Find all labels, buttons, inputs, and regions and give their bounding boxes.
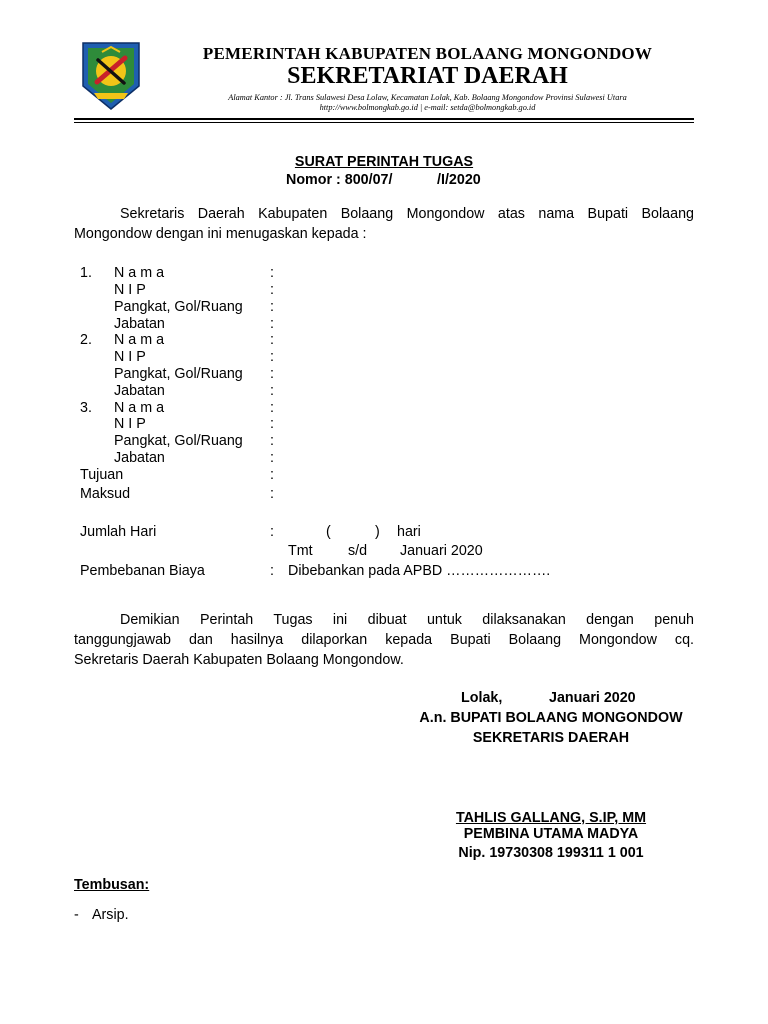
colon: :: [270, 450, 274, 466]
assignee-1-nip-label: N I P: [114, 282, 146, 298]
colon: :: [270, 383, 274, 399]
duration-unit: hari: [397, 524, 421, 540]
closing-line-1: Demikian Perintah Tugas ini dibuat untuk dilaksanakan dengan penuh: [120, 612, 694, 628]
assignee-3-number: 3.: [80, 400, 92, 416]
assignee-3-position-label: Jabatan: [114, 450, 165, 466]
assignee-3-name-label: N a m a: [114, 400, 165, 416]
colon: :: [270, 416, 274, 432]
colon: :: [270, 299, 274, 315]
cc-bullet: -: [74, 907, 79, 923]
funding-label: Pembebanan Biaya: [80, 563, 205, 579]
header-address: Alamat Kantor : Jl. Trans Sulawesi Desa Lolaw, Kecamatan Lolak, Kab. Bolaang Mongondow Provinsi Sulawesi Utara: [228, 93, 627, 102]
assignee-2-nip-label: N I P: [114, 349, 146, 365]
header-government-name: PEMERINTAH KABUPATEN BOLAANG MONGONDOW: [202, 44, 653, 63]
intro-line-2: Mongondow dengan ini menugaskan kepada :: [74, 226, 367, 242]
letter-title: SURAT PERINTAH TUGAS: [294, 154, 474, 170]
tmt-until: s/d: [348, 543, 368, 559]
signature-place: Lolak,: [461, 690, 503, 706]
colon: :: [270, 349, 274, 365]
assignee-1-name-label: N a m a: [114, 265, 165, 281]
colon: :: [270, 332, 274, 348]
colon: :: [270, 282, 274, 298]
duration-close-paren: ): [375, 524, 380, 540]
duration-open-paren: (: [326, 524, 331, 540]
header-rule-thick: [74, 118, 694, 120]
assignee-3-rank-label: Pangkat, Gol/Ruang: [114, 433, 243, 449]
intro-paragraph: [74, 204, 694, 244]
colon: :: [270, 524, 274, 540]
assignee-2-name-label: N a m a: [114, 332, 165, 348]
colon: :: [270, 486, 274, 502]
colon: :: [270, 366, 274, 382]
assignee-3-nip-label: N I P: [114, 416, 146, 432]
colon: :: [270, 265, 274, 281]
assignee-1-number: 1.: [80, 265, 92, 281]
assignee-1-rank-label: Pangkat, Gol/Ruang: [114, 299, 243, 315]
colon: :: [270, 433, 274, 449]
closing-paragraph: [74, 610, 694, 670]
tmt-date: Januari 2020: [400, 543, 483, 559]
colon: :: [270, 467, 274, 483]
header-web-email: http://www.bolmongkab.go.id | e-mail: setda@bolmongkab.go.id: [319, 103, 536, 112]
signatory-nip: Nip. 19730308 199311 1 001: [458, 845, 644, 861]
signature-position: SEKRETARIS DAERAH: [472, 730, 630, 746]
assignee-2-position-label: Jabatan: [114, 383, 165, 399]
signature-date: Januari 2020: [549, 690, 636, 706]
assignee-1-position-label: Jabatan: [114, 316, 165, 332]
purpose-destination-label: Tujuan: [80, 467, 124, 483]
regency-emblem-logo: [80, 40, 142, 112]
colon: :: [270, 316, 274, 332]
letter-number-suffix: /I/2020: [437, 172, 481, 188]
signatory-name: TAHLIS GALLANG, S.IP, MM: [455, 810, 647, 826]
assignee-2-number: 2.: [80, 332, 92, 348]
signature-on-behalf: A.n. BUPATI BOLAANG MONGONDOW: [419, 710, 683, 726]
intro-line-1: Sekretaris Daerah Kabupaten Bolaang Mongondow atas nama Bupati Bolaang: [120, 206, 694, 222]
signatory-rank: PEMBINA UTAMA MADYA: [463, 826, 639, 842]
colon: :: [270, 400, 274, 416]
purpose-intent-label: Maksud: [80, 486, 131, 502]
duration-label: Jumlah Hari: [80, 524, 157, 540]
cc-item-archive: Arsip.: [92, 907, 129, 923]
colon: :: [270, 563, 274, 579]
header-office-name: SEKRETARIAT DAERAH: [287, 63, 568, 89]
assignee-2-rank-label: Pangkat, Gol/Ruang: [114, 366, 243, 382]
tmt-label: Tmt: [288, 543, 313, 559]
letter-number-prefix: Nomor : 800/07/: [286, 172, 393, 188]
cc-heading: Tembusan:: [74, 877, 150, 893]
closing-line-3: Sekretaris Daerah Kabupaten Bolaang Mongondow.: [74, 652, 404, 668]
closing-line-2: tanggungjawab dan hasilnya dilaporkan kepada Bupati Bolaang Mongondow cq.: [74, 632, 694, 648]
header-rule-thin: [74, 122, 694, 123]
funding-value: Dibebankan pada APBD ………………….: [288, 563, 551, 579]
